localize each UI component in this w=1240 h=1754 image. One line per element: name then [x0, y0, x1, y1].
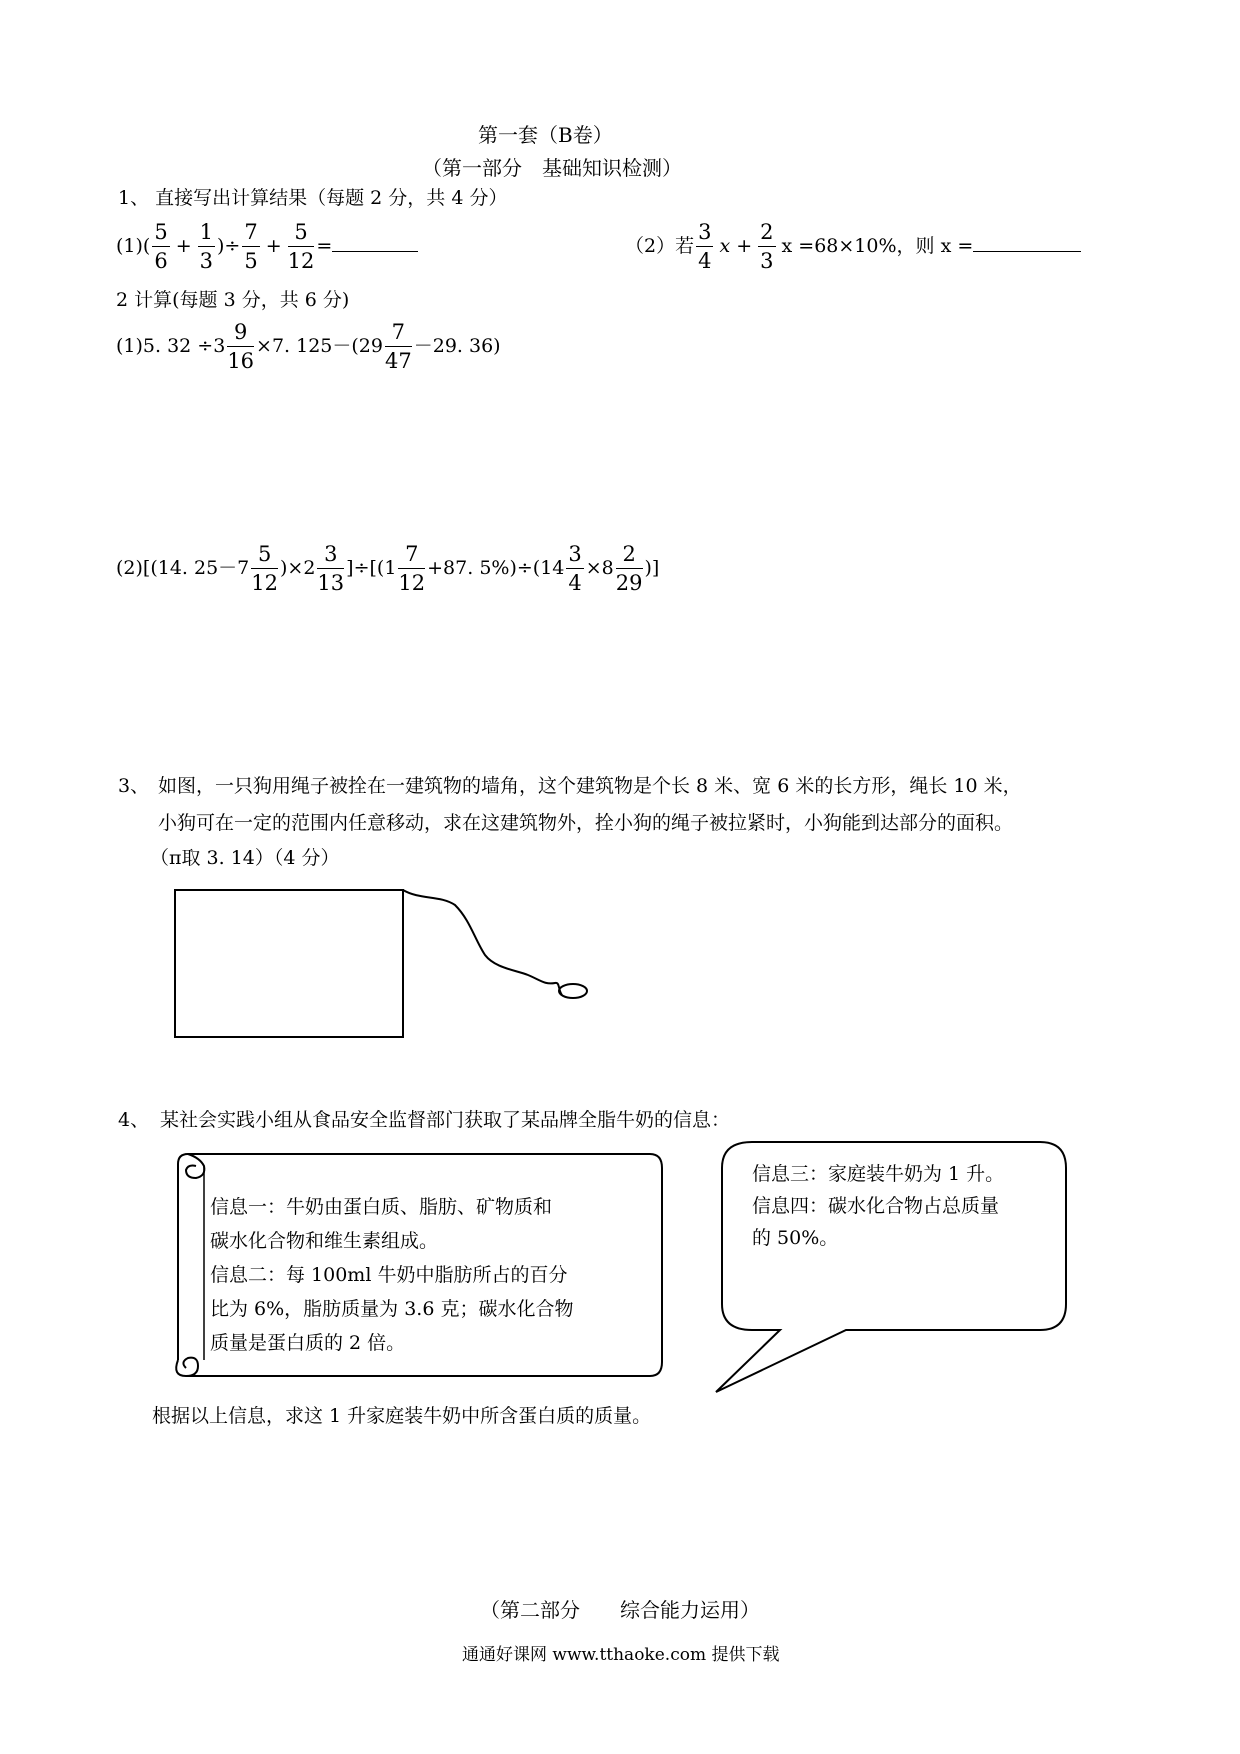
q3-line2: 小狗可在一定的范围内任意移动，求在这建筑物外，拴小狗的绳子被拉紧时，小狗能到达部分的面积。 [158, 812, 1014, 834]
scroll-line: 比为 6%，脂肪质量为 3.6 克；碳水化合物 [210, 1298, 574, 1320]
q3-line3: （π取 3. 14）（4 分） [150, 847, 340, 869]
part2-heading: （第二部分 综合能力运用） [480, 1598, 760, 1622]
q1-part2: （2）若 $\frac{3}{4}$ x + $\frac{2}{3}$ x =68×10%，则 x = [625, 222, 1081, 272]
fraction: $\frac{3}{4}$ [568, 542, 582, 595]
fraction: $\frac{3}{4}$ [698, 220, 712, 273]
part1-heading: （第一部分 基础知识检测） [422, 156, 682, 180]
q1-part1: (1)( $\frac{5}{6}$ + $\frac{1}{3}$ )÷ $\frac{7}{5}$ + $\frac{5}{12}$ = [116, 222, 418, 272]
scroll-line: 信息二：每 100ml 牛奶中脂肪所占的百分 [210, 1264, 568, 1286]
bubble-line: 的 50%。 [752, 1227, 839, 1249]
fraction: $\frac{7}{47}$ [385, 320, 412, 373]
dog-shape [559, 984, 587, 998]
building-rectangle [175, 890, 403, 1037]
fraction: $\frac{2}{29}$ [615, 542, 643, 595]
page-title: 第一套（B卷） [478, 123, 613, 147]
fraction: $\frac{9}{16}$ [227, 320, 255, 373]
fraction: $\frac{5}{12}$ [287, 220, 315, 273]
fraction: $\frac{3}{13}$ [317, 542, 345, 595]
q4-intro: 某社会实践小组从食品安全监督部门获取了某品牌全脂牛奶的信息： [160, 1109, 731, 1131]
scroll-line: 碳水化合物和维生素组成。 [210, 1230, 439, 1252]
bubble-line: 信息三：家庭装牛奶为 1 升。 [752, 1163, 1005, 1185]
bubble-line: 信息四：碳水化合物占总质量 [752, 1195, 1000, 1217]
q2-part1: (1)5. 32 ÷3 $\frac{9}{16}$ ×7. 125－(29 $\frac{7}{47}$ －29. 36) [116, 320, 501, 373]
q4-number: 4、 [118, 1109, 150, 1131]
fraction: $\frac{7}{12}$ [398, 542, 426, 595]
fraction: $\frac{7}{5}$ [244, 220, 258, 273]
q4-question: 根据以上信息，求这 1 升家庭装牛奶中所含蛋白质的质量。 [152, 1405, 652, 1427]
rope-line [403, 890, 562, 995]
fraction: $\frac{2}{3}$ [760, 220, 774, 273]
scroll-line: 质量是蛋白质的 2 倍。 [210, 1332, 406, 1354]
q2-part2: (2)[(14. 25－7 $\frac{5}{12}$ )×2 $\frac{3}{13}$ ]÷[(1 $\frac{7}{12}$ +87. 5%)÷(14 $\frac{3}{4}$ ×8 $\frac{2}{29}$ )] [116, 542, 660, 595]
q3-number: 3、 [118, 775, 150, 797]
q1-heading: 1、 直接写出计算结果（每题 2 分，共 4 分） [118, 187, 508, 209]
fraction: $\frac{5}{12}$ [251, 542, 278, 595]
q2-heading: 2 计算(每题 3 分，共 6 分) [116, 289, 350, 311]
fraction: $\frac{5}{6}$ [154, 220, 168, 273]
footer-credit: 通通好课网 www.tthaoke.com 提供下载 [462, 1645, 780, 1665]
fraction: $\frac{1}{3}$ [199, 220, 213, 273]
scroll-line: 信息一：牛奶由蛋白质、脂肪、矿物质和 [210, 1196, 553, 1218]
q3-line1: 如图，一只狗用绳子被拴在一建筑物的墙角，这个建筑物是个长 8 米、宽 6 米的长方形，绳长 10 米， [158, 775, 1022, 797]
